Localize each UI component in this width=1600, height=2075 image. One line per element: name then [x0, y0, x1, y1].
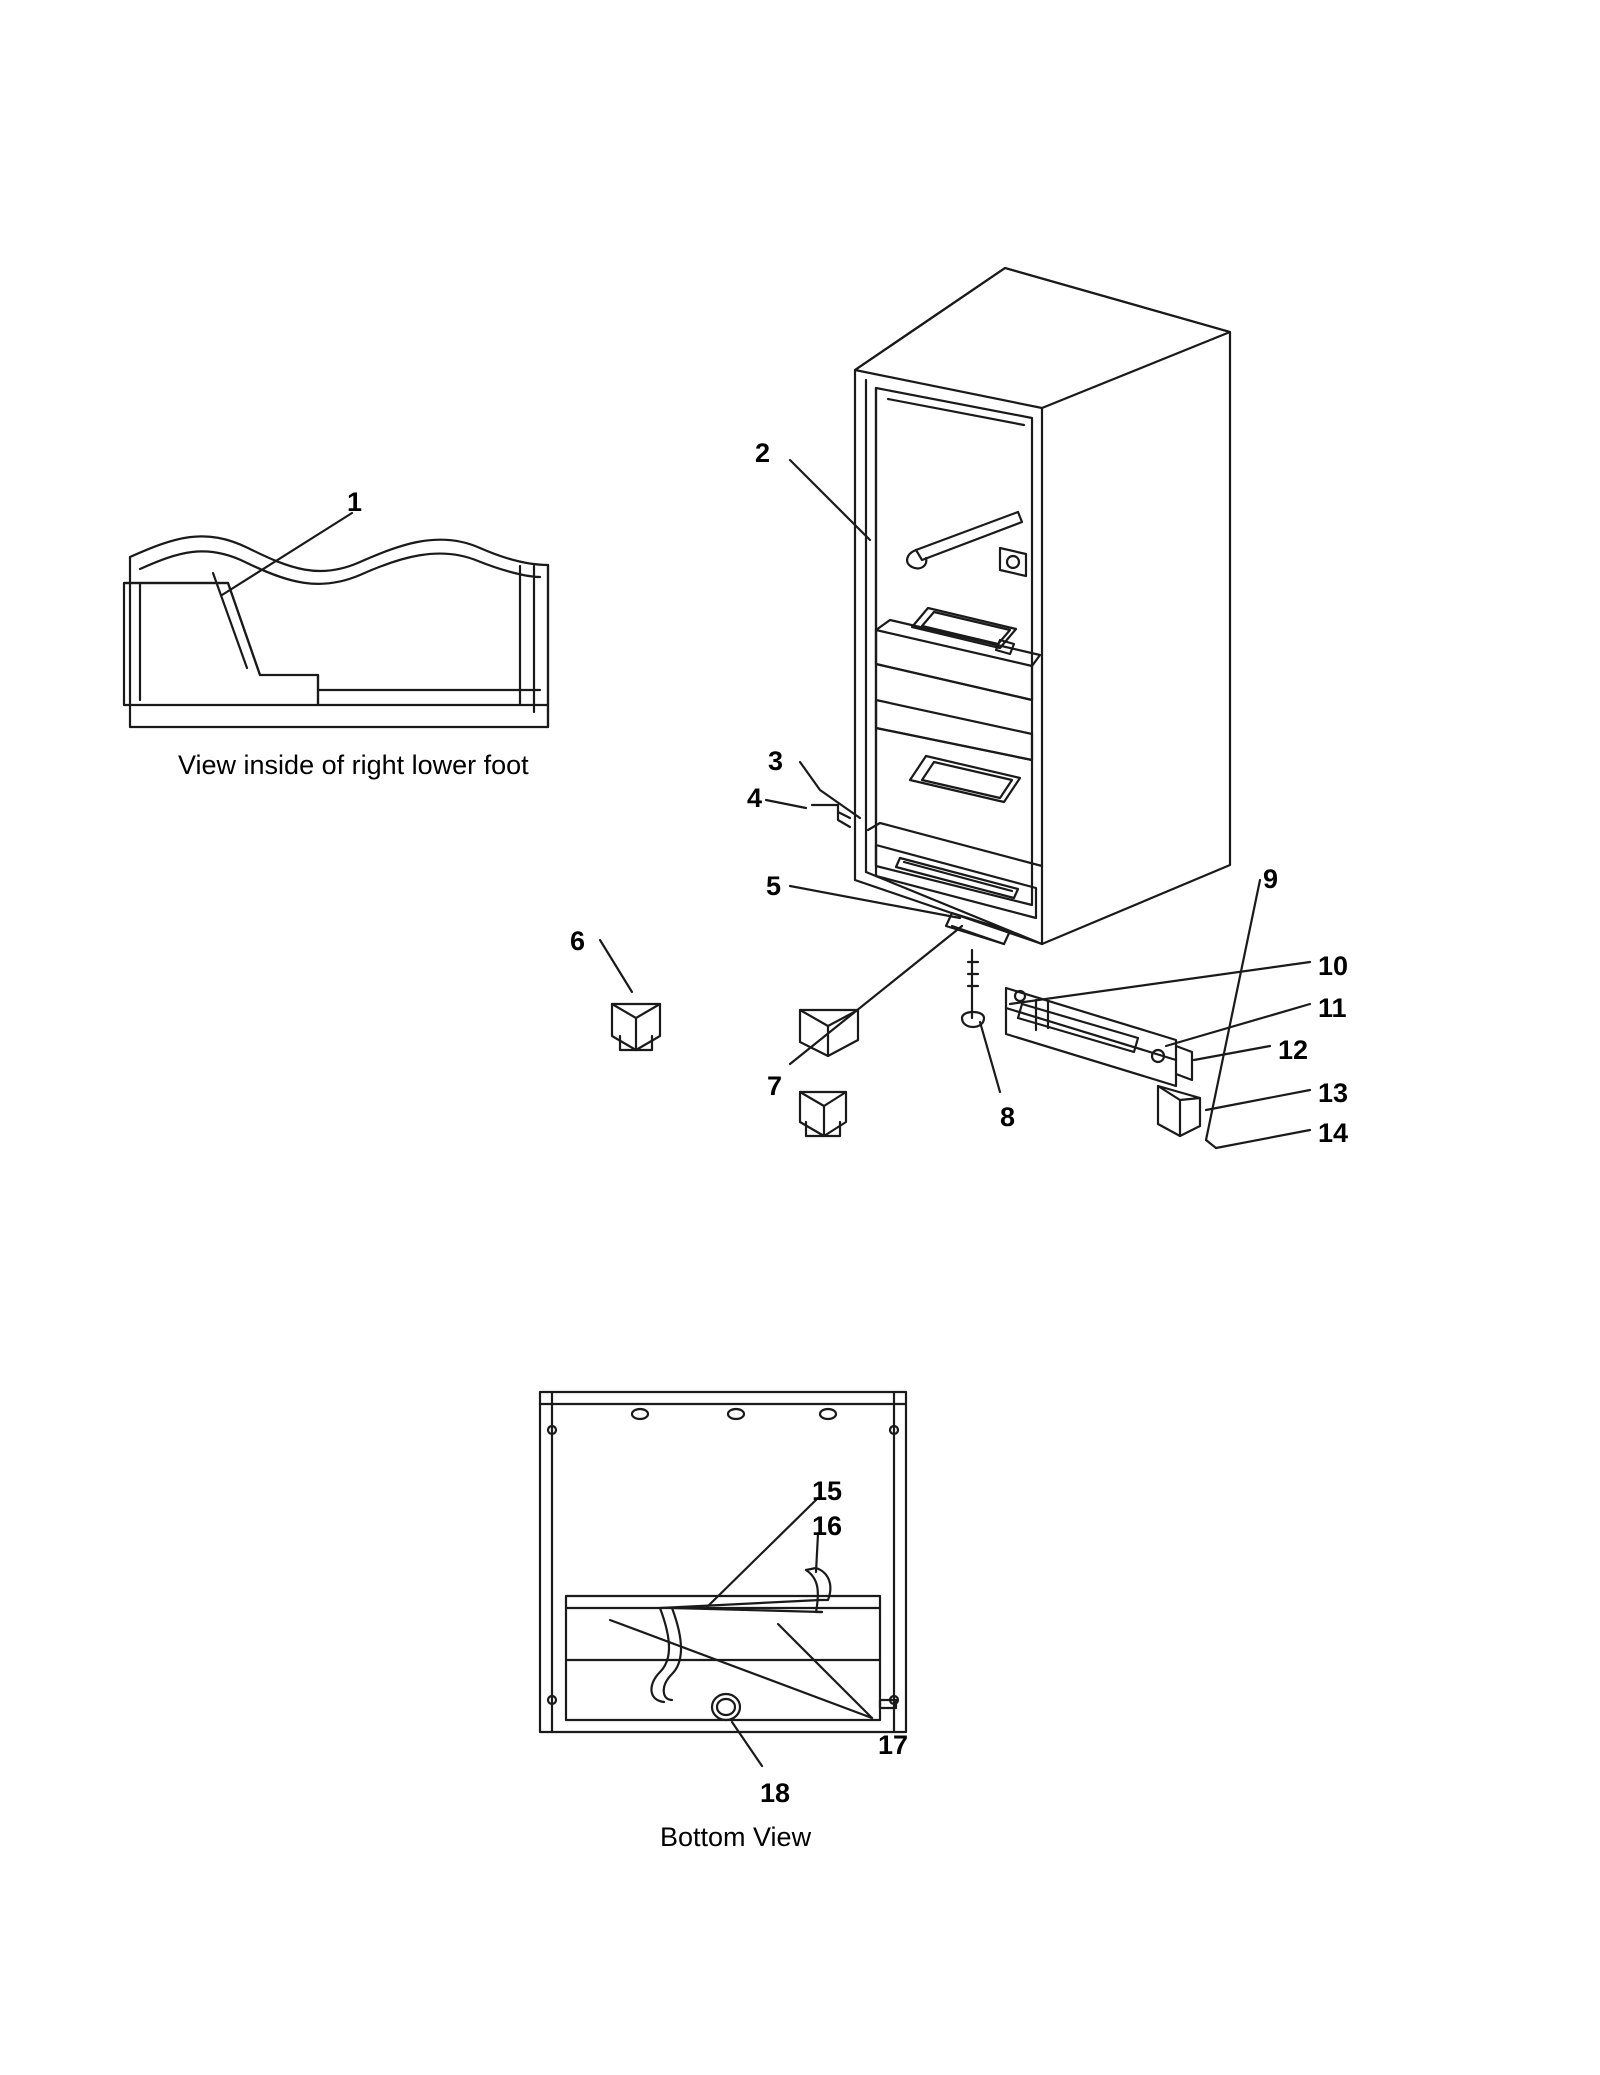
callout-14: 14: [1318, 1118, 1349, 1148]
callout-6: 6: [570, 926, 586, 956]
callout-18: 18: [760, 1778, 791, 1808]
callout-2: 2: [755, 438, 771, 468]
callout-1: 1: [347, 487, 363, 517]
cabinet-isometric: [600, 268, 1310, 1148]
callout-10: 10: [1318, 951, 1349, 981]
callout-16: 16: [812, 1511, 843, 1541]
callout-7: 7: [767, 1071, 783, 1101]
callout-17: 17: [878, 1730, 909, 1760]
callout-12: 12: [1278, 1035, 1309, 1065]
caption-right-lower-foot: View inside of right lower foot: [178, 750, 529, 780]
callout-4: 4: [747, 783, 763, 813]
detail-right-lower-foot: [124, 513, 548, 727]
callout-9: 9: [1263, 864, 1279, 894]
callout-3: 3: [768, 746, 784, 776]
callout-13: 13: [1318, 1078, 1349, 1108]
callout-11: 11: [1318, 993, 1347, 1023]
callout-8: 8: [1000, 1102, 1016, 1132]
bottom-view: [540, 1392, 909, 1766]
callout-15: 15: [812, 1476, 843, 1506]
callout-5: 5: [766, 871, 782, 901]
caption-bottom-view: Bottom View: [660, 1822, 812, 1852]
